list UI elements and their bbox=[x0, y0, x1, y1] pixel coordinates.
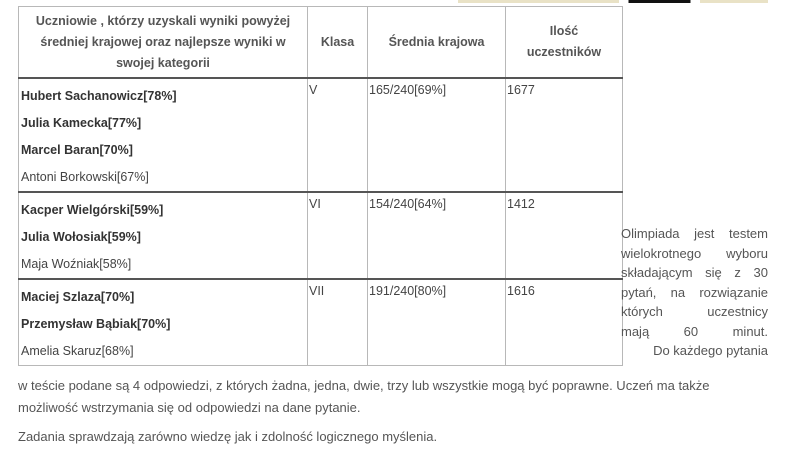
student-name: Maja Woźniak[58%] bbox=[21, 257, 132, 271]
student-name: Amelia Skaruz[68%] bbox=[21, 344, 134, 358]
student-name: Maciej Szlaza[70%] bbox=[21, 290, 135, 304]
side-text-line: wielokrotnego wyboru bbox=[621, 245, 768, 261]
class-cell: VII bbox=[308, 279, 368, 366]
olympiad-description-side bbox=[621, 224, 768, 361]
tasks-description-paragraph: Zadania sprawdzają zarówno wiedzę jak i zdolność logicznego myślenia. bbox=[18, 429, 438, 444]
table-row bbox=[19, 78, 623, 192]
side-text-line: Do każdego pytania bbox=[653, 343, 768, 358]
participants-cell: 1677 bbox=[506, 78, 623, 192]
header-national-average: Średnia krajowa bbox=[368, 7, 506, 79]
olympiad-description-paragraph: w teście podane są 4 odpowiedzi, z których żadna, jedna, dwie, trzy lub wszystkie mogą być poprawne. Uczeń ma także możliwość wstrzymania się od odpowiedzi na dane pytanie. bbox=[18, 378, 710, 415]
students-cell bbox=[19, 279, 308, 366]
average-cell: 191/240[80%] bbox=[368, 279, 506, 366]
table-row bbox=[19, 192, 623, 279]
participants-cell: 1412 bbox=[506, 192, 623, 279]
side-text-line: których uczestnicy bbox=[621, 304, 768, 319]
header-class: Klasa bbox=[308, 7, 368, 79]
top-decorative-bar bbox=[458, 0, 768, 3]
class-cell: VI bbox=[308, 192, 368, 279]
student-name: Julia Wołosiak[59%] bbox=[21, 230, 141, 244]
side-text-line: Olimpiada jest testem bbox=[621, 226, 768, 241]
student-name: Kacper Wielgórski[59%] bbox=[21, 203, 164, 217]
class-cell: V bbox=[308, 78, 368, 192]
student-name: Przemysław Bąbiak[70%] bbox=[21, 317, 171, 331]
table-header-row bbox=[19, 7, 623, 79]
table-row bbox=[19, 279, 623, 366]
header-participants: Ilość uczestników bbox=[506, 7, 623, 79]
average-cell: 154/240[64%] bbox=[368, 192, 506, 279]
header-students: Uczniowie , którzy uzyskali wyniki powyżej średniej krajowej oraz najlepsze wyniki w swojej kategorii bbox=[19, 7, 308, 79]
student-name: Antoni Borkowski[67%] bbox=[21, 170, 149, 184]
side-text-line: pytań, na rozwiązanie bbox=[621, 284, 768, 300]
student-name: Marcel Baran[70%] bbox=[21, 143, 133, 157]
student-name: Julia Kamecka[77%] bbox=[21, 116, 142, 130]
students-cell bbox=[19, 192, 308, 279]
students-cell bbox=[19, 78, 308, 192]
participants-cell: 1616 bbox=[506, 279, 623, 366]
results-table bbox=[18, 6, 623, 366]
average-cell: 165/240[69%] bbox=[368, 78, 506, 192]
student-name: Hubert Sachanowicz[78%] bbox=[21, 89, 177, 103]
side-text-line: mają 60 minut. bbox=[621, 323, 768, 339]
side-text-line: składającym się z 30 bbox=[621, 265, 768, 280]
